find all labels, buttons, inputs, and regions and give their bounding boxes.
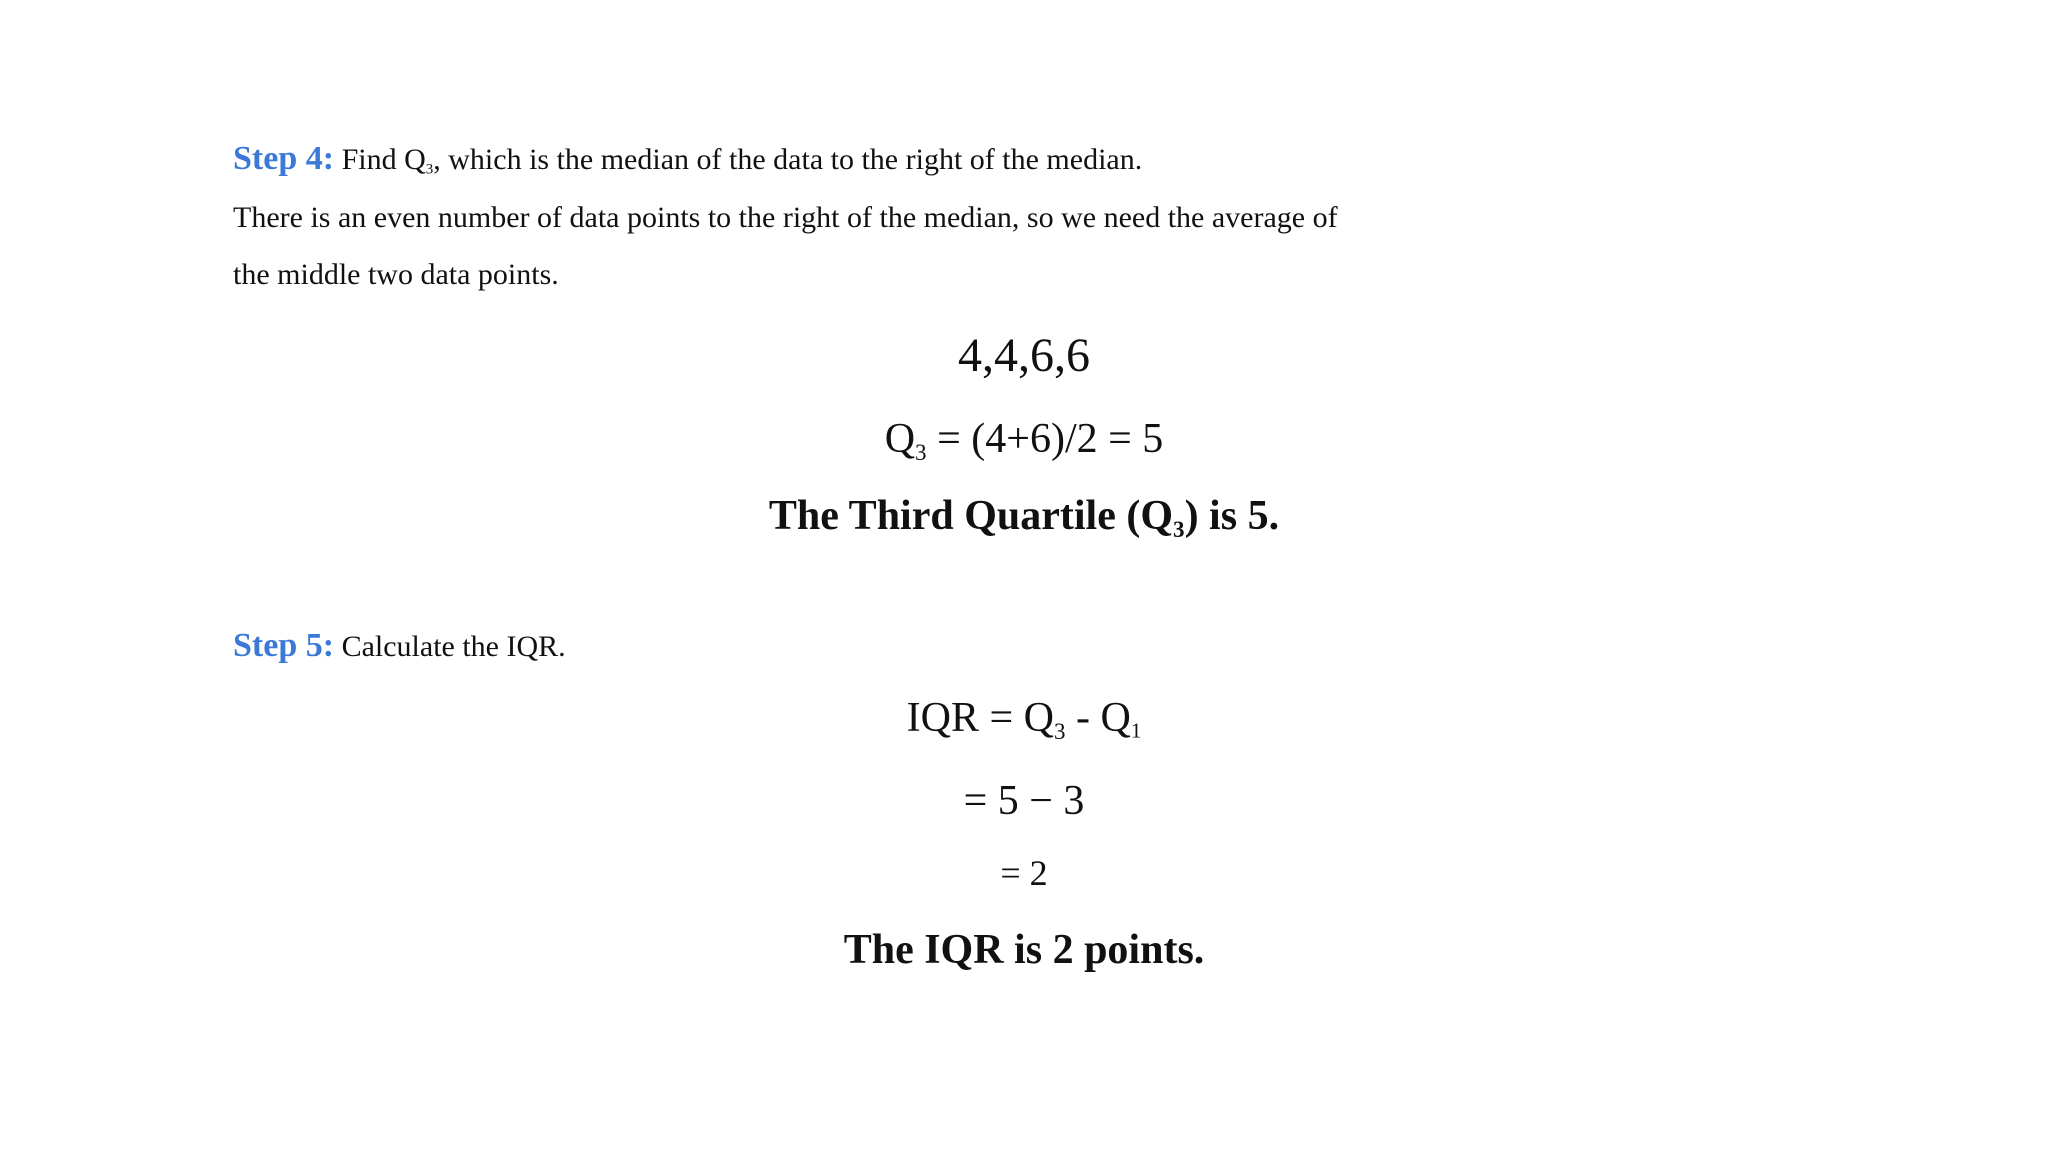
- iqr-formula: [0, 695, 2048, 745]
- q3-conclusion: [0, 493, 2048, 543]
- step4-paragraph-line1: There is an even number of data points to the right of the median, so we need the average of: [233, 201, 1338, 234]
- step4-subscript: 3: [425, 161, 434, 178]
- iqr-conclusion: The IQR is 2 points.: [843, 927, 1205, 973]
- data-values: 4,4,6,6: [958, 329, 1090, 382]
- iqr-prefix: IQR = Q: [906, 695, 1054, 741]
- step5-label: Step 5:: [233, 627, 335, 664]
- step5-heading: [233, 629, 566, 663]
- step4-paragraph-line2: the middle two data points.: [233, 258, 559, 291]
- step4-label: Step 4:: [233, 140, 335, 177]
- iqr-sub-3: 3: [1053, 718, 1066, 745]
- step4-text-after: , which is the median of the data to the right of the median.: [433, 143, 1143, 176]
- q3-formula-sub: 3: [915, 439, 927, 466]
- step4-heading: [233, 142, 1142, 176]
- iqr-line3: = 2: [1000, 853, 1048, 893]
- step5-text: Calculate the IQR.: [334, 630, 566, 663]
- iqr-mid: - Q: [1065, 695, 1131, 741]
- q3-conclusion-sub: 3: [1173, 516, 1185, 543]
- iqr-sub-1: 1: [1130, 718, 1142, 743]
- q3-formula-q: Q: [884, 416, 916, 462]
- iqr-line2: = 5 − 3: [963, 778, 1085, 824]
- q3-formula: [0, 416, 2048, 466]
- q3-formula-rest: = (4+6)/2 = 5: [926, 416, 1164, 462]
- q3-conclusion-before: The Third Quartile (Q: [768, 493, 1174, 539]
- q3-conclusion-after: ) is 5.: [1184, 493, 1280, 539]
- step4-text-before: Find Q: [334, 143, 426, 176]
